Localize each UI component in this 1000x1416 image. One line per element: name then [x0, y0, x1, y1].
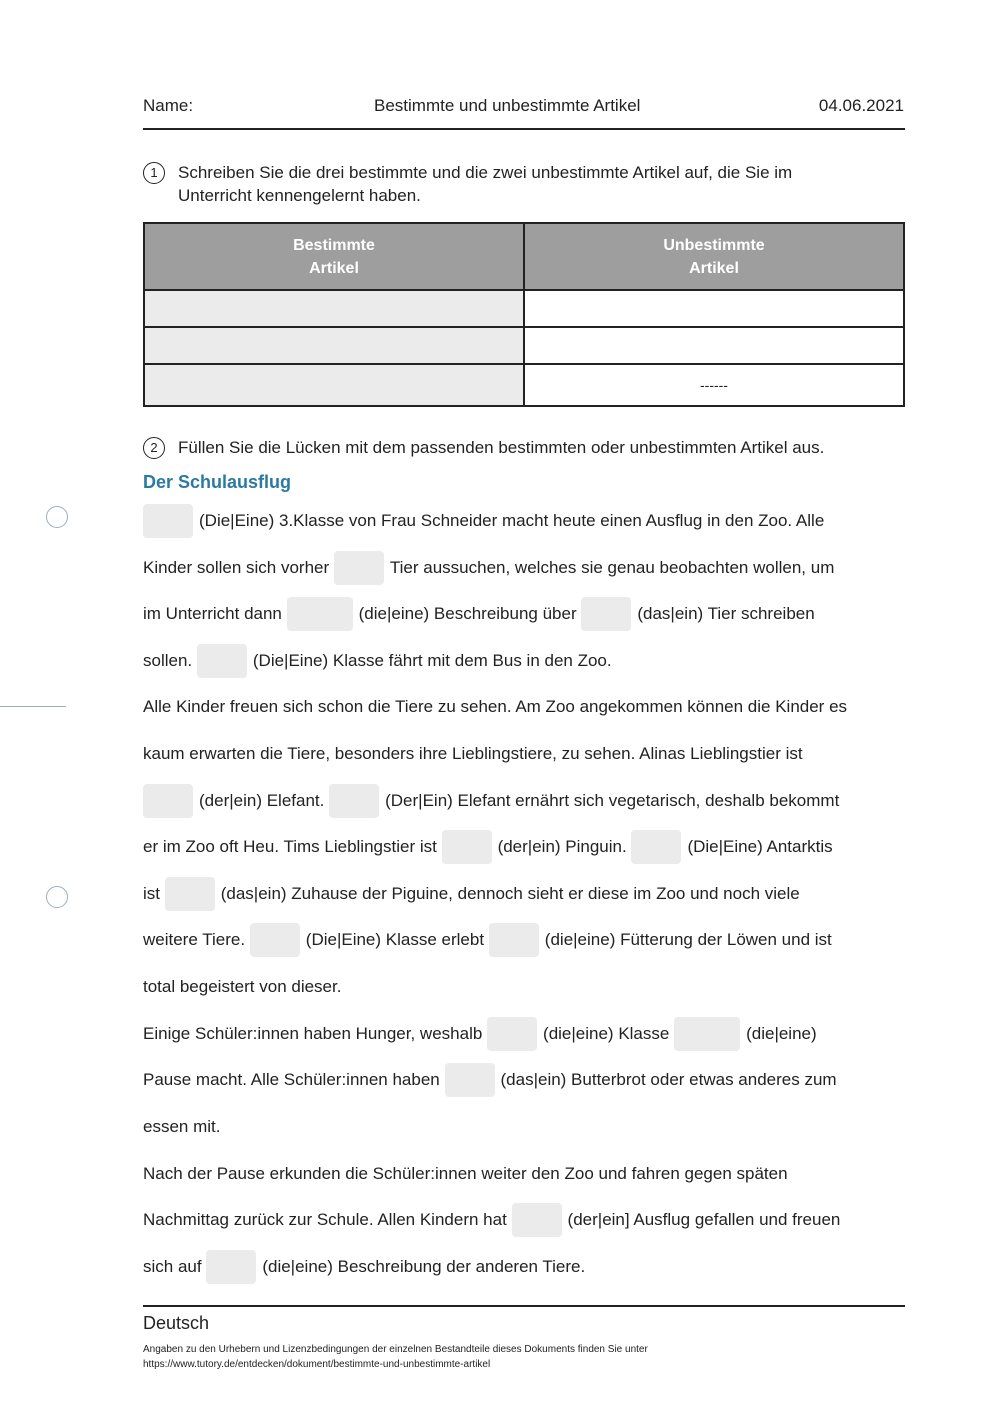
blank-input[interactable]	[445, 1063, 495, 1097]
story-line: er im Zoo oft Heu. Tims Lieblingstier ist (der|ein) Pinguin. (Die|Eine) Antarktis	[143, 830, 833, 864]
definite-answer-cell[interactable]	[144, 364, 524, 406]
task-number-2: 2	[143, 437, 165, 459]
task-number-1: 1	[143, 162, 165, 184]
story-line: (Die|Eine) 3.Klasse von Frau Schneider macht heute einen Ausflug in den Zoo. Alle	[143, 504, 824, 538]
story-line: ist (das|ein) Zuhause der Piguine, dennoch sieht er diese im Zoo und noch viele	[143, 877, 800, 911]
column-header-indefinite: Unbestimmte Artikel	[524, 223, 904, 290]
footer-divider	[143, 1305, 905, 1307]
story-line: Einige Schüler:innen haben Hunger, weshalb (die|eine) Klasse (die|eine)	[143, 1017, 817, 1051]
blank-input[interactable]	[442, 830, 492, 864]
blank-input[interactable]	[206, 1250, 256, 1284]
blank-input[interactable]	[250, 923, 300, 957]
blank-input[interactable]	[487, 1017, 537, 1051]
fold-mark	[0, 706, 66, 707]
date: 04.06.2021	[818, 96, 904, 115]
story-line: kaum erwarten die Tiere, besonders ihre Lieblingstiere, zu sehen. Alinas Lieblingstier ist	[143, 744, 803, 763]
task1-line2: Unterricht kennengelernt haben.	[178, 186, 421, 205]
footer-subject: Deutsch	[143, 1313, 210, 1333]
punch-hole-marker	[46, 506, 68, 528]
story-line: essen mit.	[143, 1117, 221, 1136]
blank-input[interactable]	[329, 784, 379, 818]
blank-input[interactable]	[165, 877, 215, 911]
task2-instruction: Füllen Sie die Lücken mit dem passenden bestimmten oder unbestimmten Artikel aus.	[178, 438, 825, 457]
definite-answer-cell[interactable]	[144, 327, 524, 364]
blank-input[interactable]	[287, 597, 353, 631]
article-table	[143, 222, 905, 407]
story-line: Kinder sollen sich vorher Tier aussuchen, welches sie genau beobachten wollen, um	[143, 551, 834, 585]
story-line: Nachmittag zurück zur Schule. Allen Kindern hat (der|ein] Ausflug gefallen und freuen	[143, 1203, 840, 1237]
definite-answer-cell[interactable]	[144, 290, 524, 327]
indefinite-answer-cell[interactable]	[524, 290, 904, 327]
blank-input[interactable]	[489, 923, 539, 957]
story-line: Pause macht. Alle Schüler:innen haben (das|ein) Butterbrot oder etwas anderes zum	[143, 1063, 837, 1097]
story-line: total begeistert von dieser.	[143, 977, 342, 996]
blank-input[interactable]	[197, 644, 247, 678]
license-note: Angaben zu den Urhebern und Lizenzbedingungen der einzelnen Bestandteile dieses Dokuments finden Sie unter	[143, 1344, 648, 1355]
story-title: Der Schulausflug	[143, 472, 292, 492]
story-line: Nach der Pause erkunden die Schüler:innen weiter den Zoo und fahren gegen späten	[143, 1164, 788, 1183]
blank-input[interactable]	[631, 830, 681, 864]
blank-input[interactable]	[512, 1203, 562, 1237]
blank-input[interactable]	[143, 504, 193, 538]
punch-hole-marker	[46, 886, 68, 908]
header-divider	[143, 128, 905, 130]
name-label: Name:	[143, 96, 194, 115]
story-line: Alle Kinder freuen sich schon die Tiere zu sehen. Am Zoo angekommen können die Kinder es	[143, 697, 848, 716]
blank-input[interactable]	[143, 784, 193, 818]
license-url[interactable]: https://www.tutory.de/entdecken/dokument/bestimmte-und-unbestimmte-artikel	[143, 1359, 491, 1370]
blank-input[interactable]	[334, 551, 384, 585]
blank-input[interactable]	[581, 597, 631, 631]
story-line: weitere Tiere. (Die|Eine) Klasse erlebt (die|eine) Fütterung der Löwen und ist	[143, 923, 832, 957]
story-line: im Unterricht dann (die|eine) Beschreibung über (das|ein) Tier schreiben	[143, 597, 815, 631]
blank-input[interactable]	[674, 1017, 740, 1051]
indefinite-answer-cell[interactable]	[524, 327, 904, 364]
story-line: (der|ein) Elefant. (Der|Ein) Elefant ernährt sich vegetarisch, deshalb bekommt	[143, 784, 839, 818]
story-line: sollen. (Die|Eine) Klasse fährt mit dem Bus in den Zoo.	[143, 644, 612, 678]
page-title: Bestimmte und unbestimmte Artikel	[374, 96, 641, 115]
task1-line1: Schreiben Sie die drei bestimmte und die zwei unbestimmte Artikel auf, die Sie im	[178, 163, 793, 182]
story-line: sich auf (die|eine) Beschreibung der anderen Tiere.	[143, 1250, 585, 1284]
indefinite-placeholder-cell: ------	[524, 364, 904, 406]
column-header-definite: Bestimmte Artikel	[144, 223, 524, 290]
